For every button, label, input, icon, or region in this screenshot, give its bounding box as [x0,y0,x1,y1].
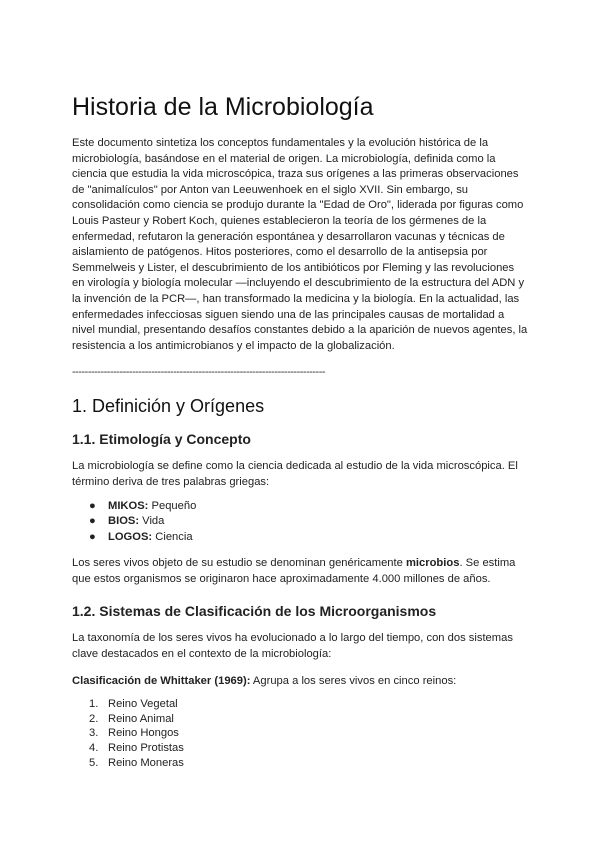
kingdom-label: Reino Protistas [108,742,184,755]
kingdom-label: Reino Animal [108,712,174,725]
term-meaning: Ciencia [152,530,193,543]
bullet-icon: ● [89,515,96,528]
term-meaning: Pequeño [148,499,197,512]
term-label: LOGOS: [108,530,153,543]
taxonomia-paragraph: La taxonomía de los seres vivos ha evolucionado a lo largo del tiempo, con dos sistemas clave destacados en el contexto de la microbiología: [72,632,513,661]
list-number: 2. [89,712,99,725]
kingdom-label: Reino Vegetal [108,698,178,711]
list-number: 4. [89,742,99,755]
whittaker-text: Agrupa a los seres vivos en cinco reinos: [250,674,457,687]
whittaker-paragraph [72,674,528,690]
document-page [72,92,528,770]
term-label: MIKOS: [108,499,149,512]
kingdom-label: Reino Hongos [108,727,179,740]
list-item [72,712,528,727]
term-meaning: Vida [139,515,165,528]
list-number: 5. [89,756,99,769]
list-item [72,756,528,771]
term-label: BIOS: [108,515,140,528]
microbios-paragraph [72,556,528,587]
list-number: 3. [89,727,99,740]
list-number: 1. [89,698,99,711]
etimologia-paragraph: La microbiología se define como la ciencia dedicada al estudio de la vida microscópica. El término deriva de tres palabras griegas: [72,460,518,488]
microbios-text-after: . Se estima que estos organismos se originaron hace aproximadamente 4.000 millones de años. [72,557,516,585]
greek-terms-list [72,499,528,546]
bullet-icon: ● [89,499,96,512]
subsection-heading-etimologia: 1.1. Etimología y Concepto [72,431,251,448]
section-divider: -------------------------------------------------------------------------------- [72,366,326,379]
subsection-heading-clasificacion: 1.2. Sistemas de Clasificación de los Microorganismos [72,603,437,620]
kingdom-label: Reino Moneras [108,756,184,769]
microbios-term: microbios [405,557,460,570]
microbios-text-before: Los seres vivos objeto de su estudio se denominan genéricamente [72,557,406,570]
section-heading-definicion: 1. Definición y Orígenes [72,396,265,417]
list-item [72,741,528,756]
bullet-icon: ● [89,530,96,543]
list-item [72,514,528,530]
list-item [72,726,528,741]
whittaker-label: Clasificación de Whittaker (1969): [72,674,251,687]
intro-paragraph: Este documento sintetiza los conceptos fundamentales y la evolución histórica de la microbiología, basándose en el material de origen. La microbiología, definida como la ciencia que estudia la vida microscópica, traza sus orígenes a las primeras observaciones de "animalículos" por Anton van Leeuwenhoek en el siglo XVII. Sin embargo, su consolidación como ciencia se produjo durante la "Edad de Oro", liderada por figuras como Louis Pasteur y Robert Koch, quienes establecieron la teoría de los gérmenes de la enfermedad, refutaron la generación espontánea y desarrollaron vacunas y técnicas de aislamiento de patógenos. Hitos posteriores, como el desarrollo de la antisepsia por Semmelweis y Lister, el descubrimiento de los antibióticos por Fleming y las revoluciones en virología y biología molecular —incluyendo el descubrimiento de la estructura del ADN y la invención de la PCR—, han transformado la medicina y la biología. En la actualidad, las enfermedades infecciosas siguen siendo una de las principales causas de mortalidad a nivel mundial, presentando desafíos constantes debido a la aparición de nuevos agentes, la resistencia a los antimicrobianos y el impacto de la globalización. [72,137,528,352]
document-title: Historia de la Microbiología [72,93,374,121]
kingdoms-list [72,697,528,770]
list-item [72,499,528,515]
list-item [72,697,528,712]
list-item [72,530,528,546]
